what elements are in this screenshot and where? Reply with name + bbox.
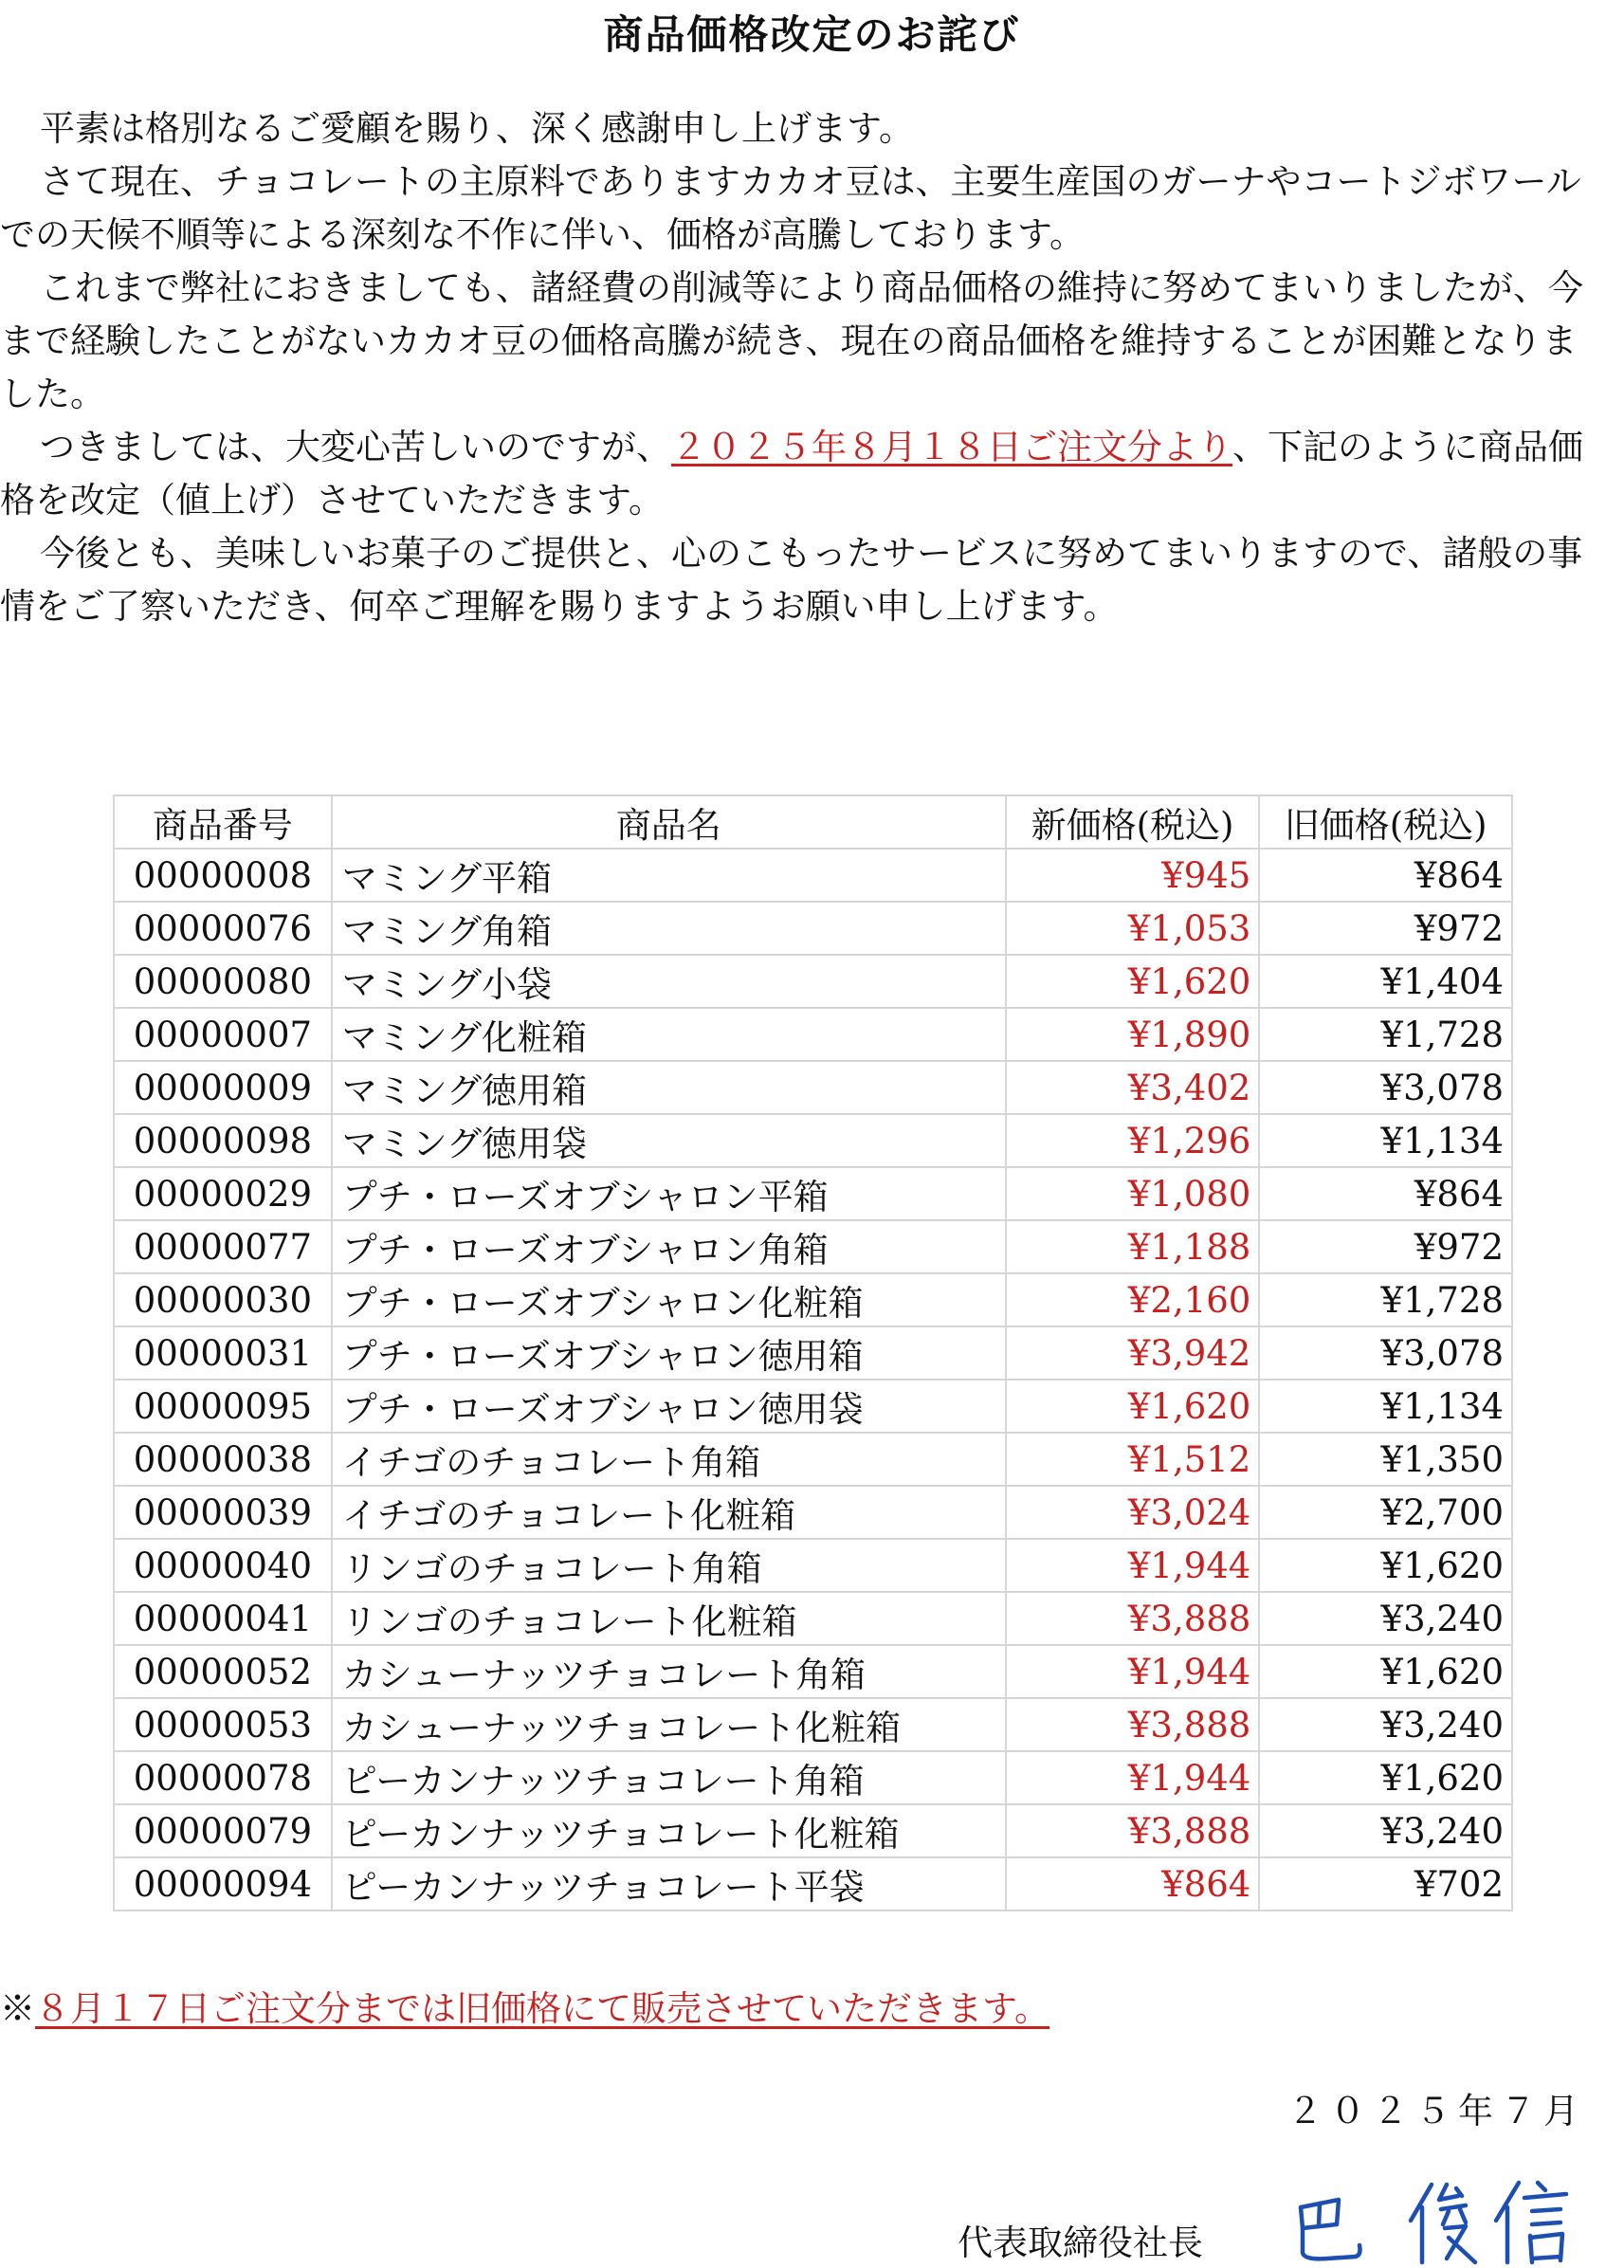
header-old-price: 旧価格(税込)	[1259, 796, 1512, 849]
old-price: ¥3,240	[1259, 1592, 1512, 1645]
old-price: ¥1,620	[1259, 1539, 1512, 1592]
product-code: 00000029	[114, 1167, 332, 1220]
product-code: 00000094	[114, 1857, 332, 1911]
table-row	[114, 902, 1512, 955]
header-new-price: 新価格(税込)	[1006, 796, 1260, 849]
paragraph-cost-efforts: これまで弊社におきましても、諸経費の削減等により商品価格の維持に努めてまいりましたが、今まで経験したことがないカカオ豆の価格高騰が続き、現在の商品価格を維持することが困難となりました。	[0, 267, 1583, 414]
old-price: ¥1,620	[1259, 1751, 1512, 1804]
table-row	[114, 1645, 1512, 1698]
old-price: ¥3,240	[1259, 1804, 1512, 1857]
product-code: 00000095	[114, 1380, 332, 1433]
old-price: ¥1,620	[1259, 1645, 1512, 1698]
product-code: 00000040	[114, 1539, 332, 1592]
paragraph-cacao-situation: さて現在、チョコレートの主原料でありますカカオ豆は、主要生産国のガーナやコートジボワールでの天候不順等による深刻な不作に伴い、価格が高騰しております。	[0, 161, 1581, 255]
table-row	[114, 1539, 1512, 1592]
effective-date-highlight: ２０２５年８月１８日ご注文分より	[671, 427, 1232, 467]
new-price: ¥1,080	[1006, 1167, 1260, 1220]
paragraph-greeting: 平素は格別なるご愛顧を賜り、深く感謝申し上げます。	[40, 108, 915, 149]
new-price: ¥3,888	[1006, 1804, 1260, 1857]
product-name: プチ・ローズオブシャロン平箱	[332, 1167, 1006, 1220]
table-row	[114, 1857, 1512, 1911]
issue-date: ２０２５年７月	[1287, 2091, 1586, 2131]
new-price: ¥1,620	[1006, 955, 1260, 1008]
old-price: ¥864	[1259, 849, 1512, 902]
product-name: リンゴのチョコレート化粧箱	[332, 1592, 1006, 1645]
handwritten-signature	[1289, 2171, 1621, 2266]
old-price: ¥3,240	[1259, 1698, 1512, 1751]
new-price: ¥1,188	[1006, 1220, 1260, 1273]
product-name: プチ・ローズオブシャロン徳用袋	[332, 1380, 1006, 1433]
table-header-row	[114, 796, 1512, 849]
product-code: 00000030	[114, 1273, 332, 1326]
product-name: ピーカンナッツチョコレート化粧箱	[332, 1804, 1006, 1857]
product-code: 00000077	[114, 1220, 332, 1273]
new-price: ¥3,888	[1006, 1592, 1260, 1645]
letter-body	[0, 102, 1612, 633]
new-price: ¥864	[1006, 1857, 1260, 1911]
old-price: ¥3,078	[1259, 1061, 1512, 1114]
product-name: マミング角箱	[332, 902, 1006, 955]
product-name: イチゴのチョコレート化粧箱	[332, 1486, 1006, 1539]
old-price: ¥702	[1259, 1857, 1512, 1911]
product-name: プチ・ローズオブシャロン徳用箱	[332, 1326, 1006, 1380]
old-price: ¥972	[1259, 902, 1512, 955]
old-price: ¥1,134	[1259, 1114, 1512, 1167]
new-price: ¥1,053	[1006, 902, 1260, 955]
product-name: カシューナッツチョコレート角箱	[332, 1645, 1006, 1698]
product-code: 00000031	[114, 1326, 332, 1380]
old-price: ¥2,700	[1259, 1486, 1512, 1539]
table-row	[114, 1273, 1512, 1326]
product-code: 00000007	[114, 1008, 332, 1061]
product-code: 00000078	[114, 1751, 332, 1804]
product-code: 00000041	[114, 1592, 332, 1645]
new-price: ¥1,512	[1006, 1433, 1260, 1486]
product-name: ピーカンナッツチョコレート角箱	[332, 1751, 1006, 1804]
table-row	[114, 1751, 1512, 1804]
new-price: ¥945	[1006, 849, 1260, 902]
paragraph-closing: 今後とも、美味しいお菓子のご提供と、心のこもったサービスに努めてまいりますので、諸般の事情をご了察いただき、何卒ご理解を賜りますようお願い申し上げます。	[0, 533, 1583, 627]
header-product-code: 商品番号	[114, 796, 332, 849]
new-price: ¥3,888	[1006, 1698, 1260, 1751]
product-name: プチ・ローズオブシャロン化粧箱	[332, 1273, 1006, 1326]
product-name: マミング徳用箱	[332, 1061, 1006, 1114]
product-code: 00000008	[114, 849, 332, 902]
product-code: 00000079	[114, 1804, 332, 1857]
product-code: 00000076	[114, 902, 332, 955]
table-row	[114, 1167, 1512, 1220]
old-price: ¥1,350	[1259, 1433, 1512, 1486]
product-code: 00000038	[114, 1433, 332, 1486]
table-row	[114, 1008, 1512, 1061]
table-row	[114, 1804, 1512, 1857]
old-price: ¥972	[1259, 1220, 1512, 1273]
product-name: マミング平箱	[332, 849, 1006, 902]
product-name: マミング小袋	[332, 955, 1006, 1008]
footnote	[0, 1980, 1063, 2031]
table-row	[114, 1592, 1512, 1645]
product-code: 00000039	[114, 1486, 332, 1539]
table-row	[114, 1326, 1512, 1380]
product-code: 00000053	[114, 1698, 332, 1751]
table-row	[114, 955, 1512, 1008]
table-row	[114, 1486, 1512, 1539]
signer-title: 代表取締役社長	[958, 2222, 1203, 2263]
new-price: ¥3,402	[1006, 1061, 1260, 1114]
old-price: ¥1,134	[1259, 1380, 1512, 1433]
product-code: 00000009	[114, 1061, 332, 1114]
paragraph-price-revision	[0, 421, 1612, 527]
new-price: ¥1,890	[1006, 1008, 1260, 1061]
header-product-name: 商品名	[332, 796, 1006, 849]
product-name: マミング徳用袋	[332, 1114, 1006, 1167]
old-price: ¥3,078	[1259, 1326, 1512, 1380]
product-name: カシューナッツチョコレート化粧箱	[332, 1698, 1006, 1751]
table-row	[114, 1433, 1512, 1486]
new-price: ¥1,944	[1006, 1751, 1260, 1804]
new-price: ¥3,942	[1006, 1326, 1260, 1380]
product-name: マミング化粧箱	[332, 1008, 1006, 1061]
page-title: 商品価格改定のお詫び	[603, 11, 1021, 58]
product-code: 00000052	[114, 1645, 332, 1698]
new-price: ¥2,160	[1006, 1273, 1260, 1326]
old-price: ¥1,728	[1259, 1008, 1512, 1061]
table-row	[114, 1380, 1512, 1433]
revision-lead-text: つきましては、大変心苦しいのですが、	[40, 427, 671, 467]
note-text: ８月１７日ご注文分までは旧価格にて販売させていただきます。	[35, 1988, 1050, 2029]
table-row	[114, 1220, 1512, 1273]
product-name: プチ・ローズオブシャロン角箱	[332, 1220, 1006, 1273]
product-name: リンゴのチョコレート角箱	[332, 1539, 1006, 1592]
product-code: 00000080	[114, 955, 332, 1008]
new-price: ¥3,024	[1006, 1486, 1260, 1539]
table-row	[114, 1114, 1512, 1167]
new-price: ¥1,296	[1006, 1114, 1260, 1167]
table-row	[114, 1698, 1512, 1751]
price-table	[113, 795, 1513, 1911]
old-price: ¥864	[1259, 1167, 1512, 1220]
table-row	[114, 1061, 1512, 1114]
old-price: ¥1,404	[1259, 955, 1512, 1008]
new-price: ¥1,944	[1006, 1539, 1260, 1592]
old-price: ¥1,728	[1259, 1273, 1512, 1326]
product-name: ピーカンナッツチョコレート平袋	[332, 1857, 1006, 1911]
product-code: 00000098	[114, 1114, 332, 1167]
product-name: イチゴのチョコレート角箱	[332, 1433, 1006, 1486]
table-row	[114, 849, 1512, 902]
new-price: ¥1,620	[1006, 1380, 1260, 1433]
note-mark: ※	[0, 1988, 35, 2029]
new-price: ¥1,944	[1006, 1645, 1260, 1698]
revision-tail-text: 、下記のように商品価格を改定（値上げ）させていただきます。	[0, 427, 1583, 521]
